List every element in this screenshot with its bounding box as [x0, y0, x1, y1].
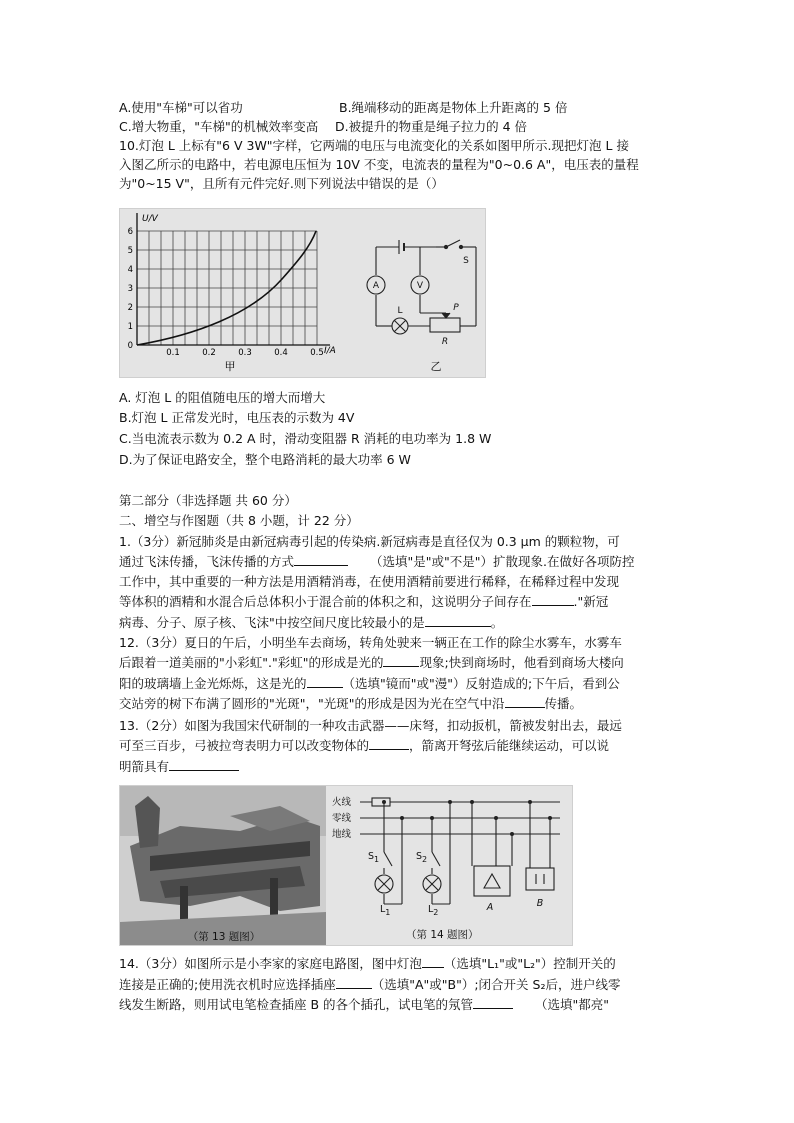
q11-line-2-a: 通过飞沫传播，飞沫传播的方式	[119, 554, 295, 569]
s1-letter: S	[368, 851, 375, 862]
s1-subscript: 1	[374, 855, 380, 864]
q12-line-4	[119, 695, 582, 713]
q13-q14-figure	[119, 785, 573, 946]
q12-line-3-b: （选填"镜而"或"漫"）反射造成的;下午后，看到公	[342, 676, 620, 691]
rheostat-r	[430, 318, 460, 332]
graph-jia	[128, 213, 336, 373]
ammeter-label: A	[372, 281, 380, 291]
q9-option-b: B.绳端移动的距离是物体上升距离的 5 倍	[339, 100, 568, 115]
live-label: 火线	[332, 797, 352, 808]
q14-line-2	[119, 976, 620, 994]
q11-line-3: 工作中，其中重要的一种方法是用酒精消毒，在使用酒精前要进行稀释，在稀释过程中发现	[119, 574, 620, 589]
q11-line-2-b: （选填"是"或"不是"）扩散现象.在做好各项防控	[370, 554, 635, 569]
y-tick-3: 3	[127, 284, 133, 294]
l1-label	[380, 904, 390, 917]
l2-label	[428, 904, 438, 917]
socket-b-label: B	[536, 898, 544, 909]
ground-label: 地线	[332, 829, 352, 840]
q12-line-4-a: 交站旁的树下布满了圆形的"光斑"，"光斑"的形成是因为光在空气中沿	[119, 696, 505, 711]
q11-line-5-b: 。	[490, 615, 504, 630]
q13-line-3	[119, 758, 239, 776]
y-axis-label: U/V	[142, 214, 158, 224]
voltmeter-label: V	[416, 281, 424, 291]
rheostat-label: R	[441, 337, 449, 347]
q14-line-1	[119, 955, 616, 973]
q12-blank-3[interactable]	[505, 695, 545, 708]
q11-blank-2[interactable]	[532, 593, 574, 606]
q13-q14-figure-svg	[120, 786, 572, 945]
q12-line-4-b: 传播。	[544, 696, 583, 711]
socket-b	[526, 868, 554, 890]
l2-letter: L	[428, 904, 434, 915]
q10-stem-line-1: 10.灯泡 L 上标有"6 V 3W"字样，它两端的电压与电流变化的关系如图甲所示.现把灯泡 L 接	[119, 138, 629, 153]
s2-letter: S	[416, 851, 423, 862]
q14-line-2-a: 连接是正确的;使用洗衣机时应选择插座	[119, 977, 336, 992]
fuse	[372, 798, 390, 806]
q10-stem-line-3: 为"0~15 V"，且所有元件完好.则下列说法中错误的是（）	[119, 176, 444, 191]
q14-blank-3[interactable]	[473, 996, 513, 1009]
slider-p	[442, 313, 450, 318]
q12-line-3	[119, 675, 620, 693]
q14-blank-1[interactable]	[422, 955, 444, 968]
q14-line-2-b: （选填"A"或"B"）;闭合开关 S₂后，进户线零	[371, 977, 621, 992]
household-circuit	[360, 798, 560, 904]
y-tick-2: 2	[127, 303, 133, 313]
q10-stem-line-2: 入图乙所示的电路中，若电源电压恒为 10V 不变，电流表的量程为"0~0.6 A"，电压表的量程	[119, 157, 639, 172]
q9-option-c: C.增大物重，"车梯"的机械效率变高	[119, 119, 319, 134]
q10-option-a: A. 灯泡 L 的阻值随电压的增大而增大	[119, 390, 326, 405]
q14-line-3-b: （选填"都亮"	[535, 997, 610, 1012]
neutral-label: 零线	[332, 813, 352, 824]
q9-option-d: D.被提升的物重是绳子拉力的 4 倍	[335, 119, 527, 134]
y-tick-4: 4	[127, 265, 133, 275]
x-tick-0.1: 0.1	[166, 348, 180, 358]
q12-line-2-a: 后跟着一道美丽的"小彩虹"."彩虹"的形成是光的	[119, 655, 384, 670]
q10-option-b: B.灯泡 L 正常发光时，电压表的示数为 4V	[119, 410, 355, 425]
lamp-label: L	[397, 306, 403, 316]
q14-line-1-b: （选填"L₁"或"L₂"）控制开关的	[443, 956, 616, 971]
l1-subscript: 1	[385, 908, 391, 917]
l1-letter: L	[380, 904, 386, 915]
q14-line-1-a: 14.（3分）如图所示是小李家的家庭电路图，图中灯泡	[119, 956, 422, 971]
switch-label: S	[463, 256, 469, 266]
q12-line-2	[119, 654, 624, 672]
q11-line-4-b: ."新冠	[573, 594, 609, 609]
q11-blank-1[interactable]	[294, 553, 348, 566]
s1-label	[368, 851, 379, 864]
y-tick-0: 0	[127, 341, 133, 351]
x-tick-0.5: 0.5	[310, 348, 324, 358]
socket-a-label: A	[486, 902, 494, 913]
x-axis-label: I/A	[324, 346, 336, 356]
q14-blank-2[interactable]	[336, 976, 372, 989]
section-heading: 二、增空与作图题（共 8 小题，计 22 分）	[119, 513, 359, 528]
y-tick-5: 5	[127, 246, 133, 256]
part-two-title: 第二部分（非选择题 共 60 分）	[119, 493, 297, 508]
q9-option-a: A.使用"车梯"可以省功	[119, 100, 243, 115]
q13-blank-2[interactable]	[169, 758, 239, 771]
q13-line-2	[119, 737, 609, 755]
q13-line-2-b: ，箭离开弩弦后能继续运动，可以说	[409, 738, 610, 753]
l2-subscript: 2	[433, 908, 439, 917]
q13-line-2-a: 可至三百步，弓被拉弯表明力可以改变物体的	[119, 738, 370, 753]
q11-line-1: 1.（3分）新冠肺炎是由新冠病毒引起的传染病.新冠病毒是直径仅为 0.3 μm 的颗粒物，可	[119, 534, 620, 549]
socket-a	[474, 866, 510, 896]
slider-label: P	[453, 303, 459, 313]
q11-line-2	[119, 553, 635, 571]
fig14-caption: （第 14 题图）	[406, 929, 479, 941]
q12-blank-1[interactable]	[383, 654, 419, 667]
x-tick-0.3: 0.3	[238, 348, 252, 358]
s2-label	[416, 851, 427, 864]
q14-line-3	[119, 996, 609, 1014]
q11-line-5	[119, 614, 503, 632]
q13-line-1: 13.（2分）如图为我国宋代研制的一种攻击武器——床弩，扣动扳机，箭被发射出去，最远	[119, 718, 622, 733]
q11-blank-3[interactable]	[425, 614, 491, 627]
q12-line-3-a: 阳的玻璃墙上金光烁烁，这是光的	[119, 676, 307, 691]
q10-option-d: D.为了保证电路安全，整个电路消耗的最大功率 6 W	[119, 452, 411, 467]
y-tick-6: 6	[127, 227, 133, 237]
fig13-caption: （第 13 题图）	[187, 931, 261, 943]
q13-line-3-a: 明箭具有	[119, 759, 170, 774]
s2-subscript: 2	[422, 855, 428, 864]
q12-line-1: 12.（3分）夏日的午后，小明坐车去商场，转角处驶来一辆正在工作的除尘水雾车，水雾车	[119, 635, 622, 650]
q10-figure-svg	[120, 209, 485, 377]
q12-line-2-b: 现象;快到商场时，他看到商场大楼向	[419, 655, 624, 670]
x-tick-0.2: 0.2	[202, 348, 216, 358]
q10-figure	[119, 208, 486, 378]
q14-line-3-a: 线发生断路，则用试电笔检查插座 B 的各个插孔，试电笔的氖管	[119, 997, 474, 1012]
q11-line-4-a: 等体积的酒精和水混合后总体积小于混合前的体积之和，这说明分子间存在	[119, 594, 532, 609]
grid-lines	[137, 231, 317, 345]
q11-line-5-a: 病毒、分子、原子核、飞沫"中按空间尺度比较最小的是	[119, 615, 425, 630]
q13-blank-1[interactable]	[369, 737, 409, 750]
x-tick-0.4: 0.4	[274, 348, 288, 358]
switch-s	[446, 240, 460, 247]
figure-jia-caption: 甲	[224, 360, 236, 373]
figure-yi-caption: 乙	[430, 360, 442, 373]
crossbow-photo	[120, 786, 326, 945]
q12-blank-2[interactable]	[307, 675, 343, 688]
y-tick-1: 1	[127, 322, 133, 332]
q10-option-c: C.当电流表示数为 0.2 A 时，滑动变阻器 R 消耗的电功率为 1.8 W	[119, 431, 492, 446]
q11-line-4	[119, 593, 608, 611]
